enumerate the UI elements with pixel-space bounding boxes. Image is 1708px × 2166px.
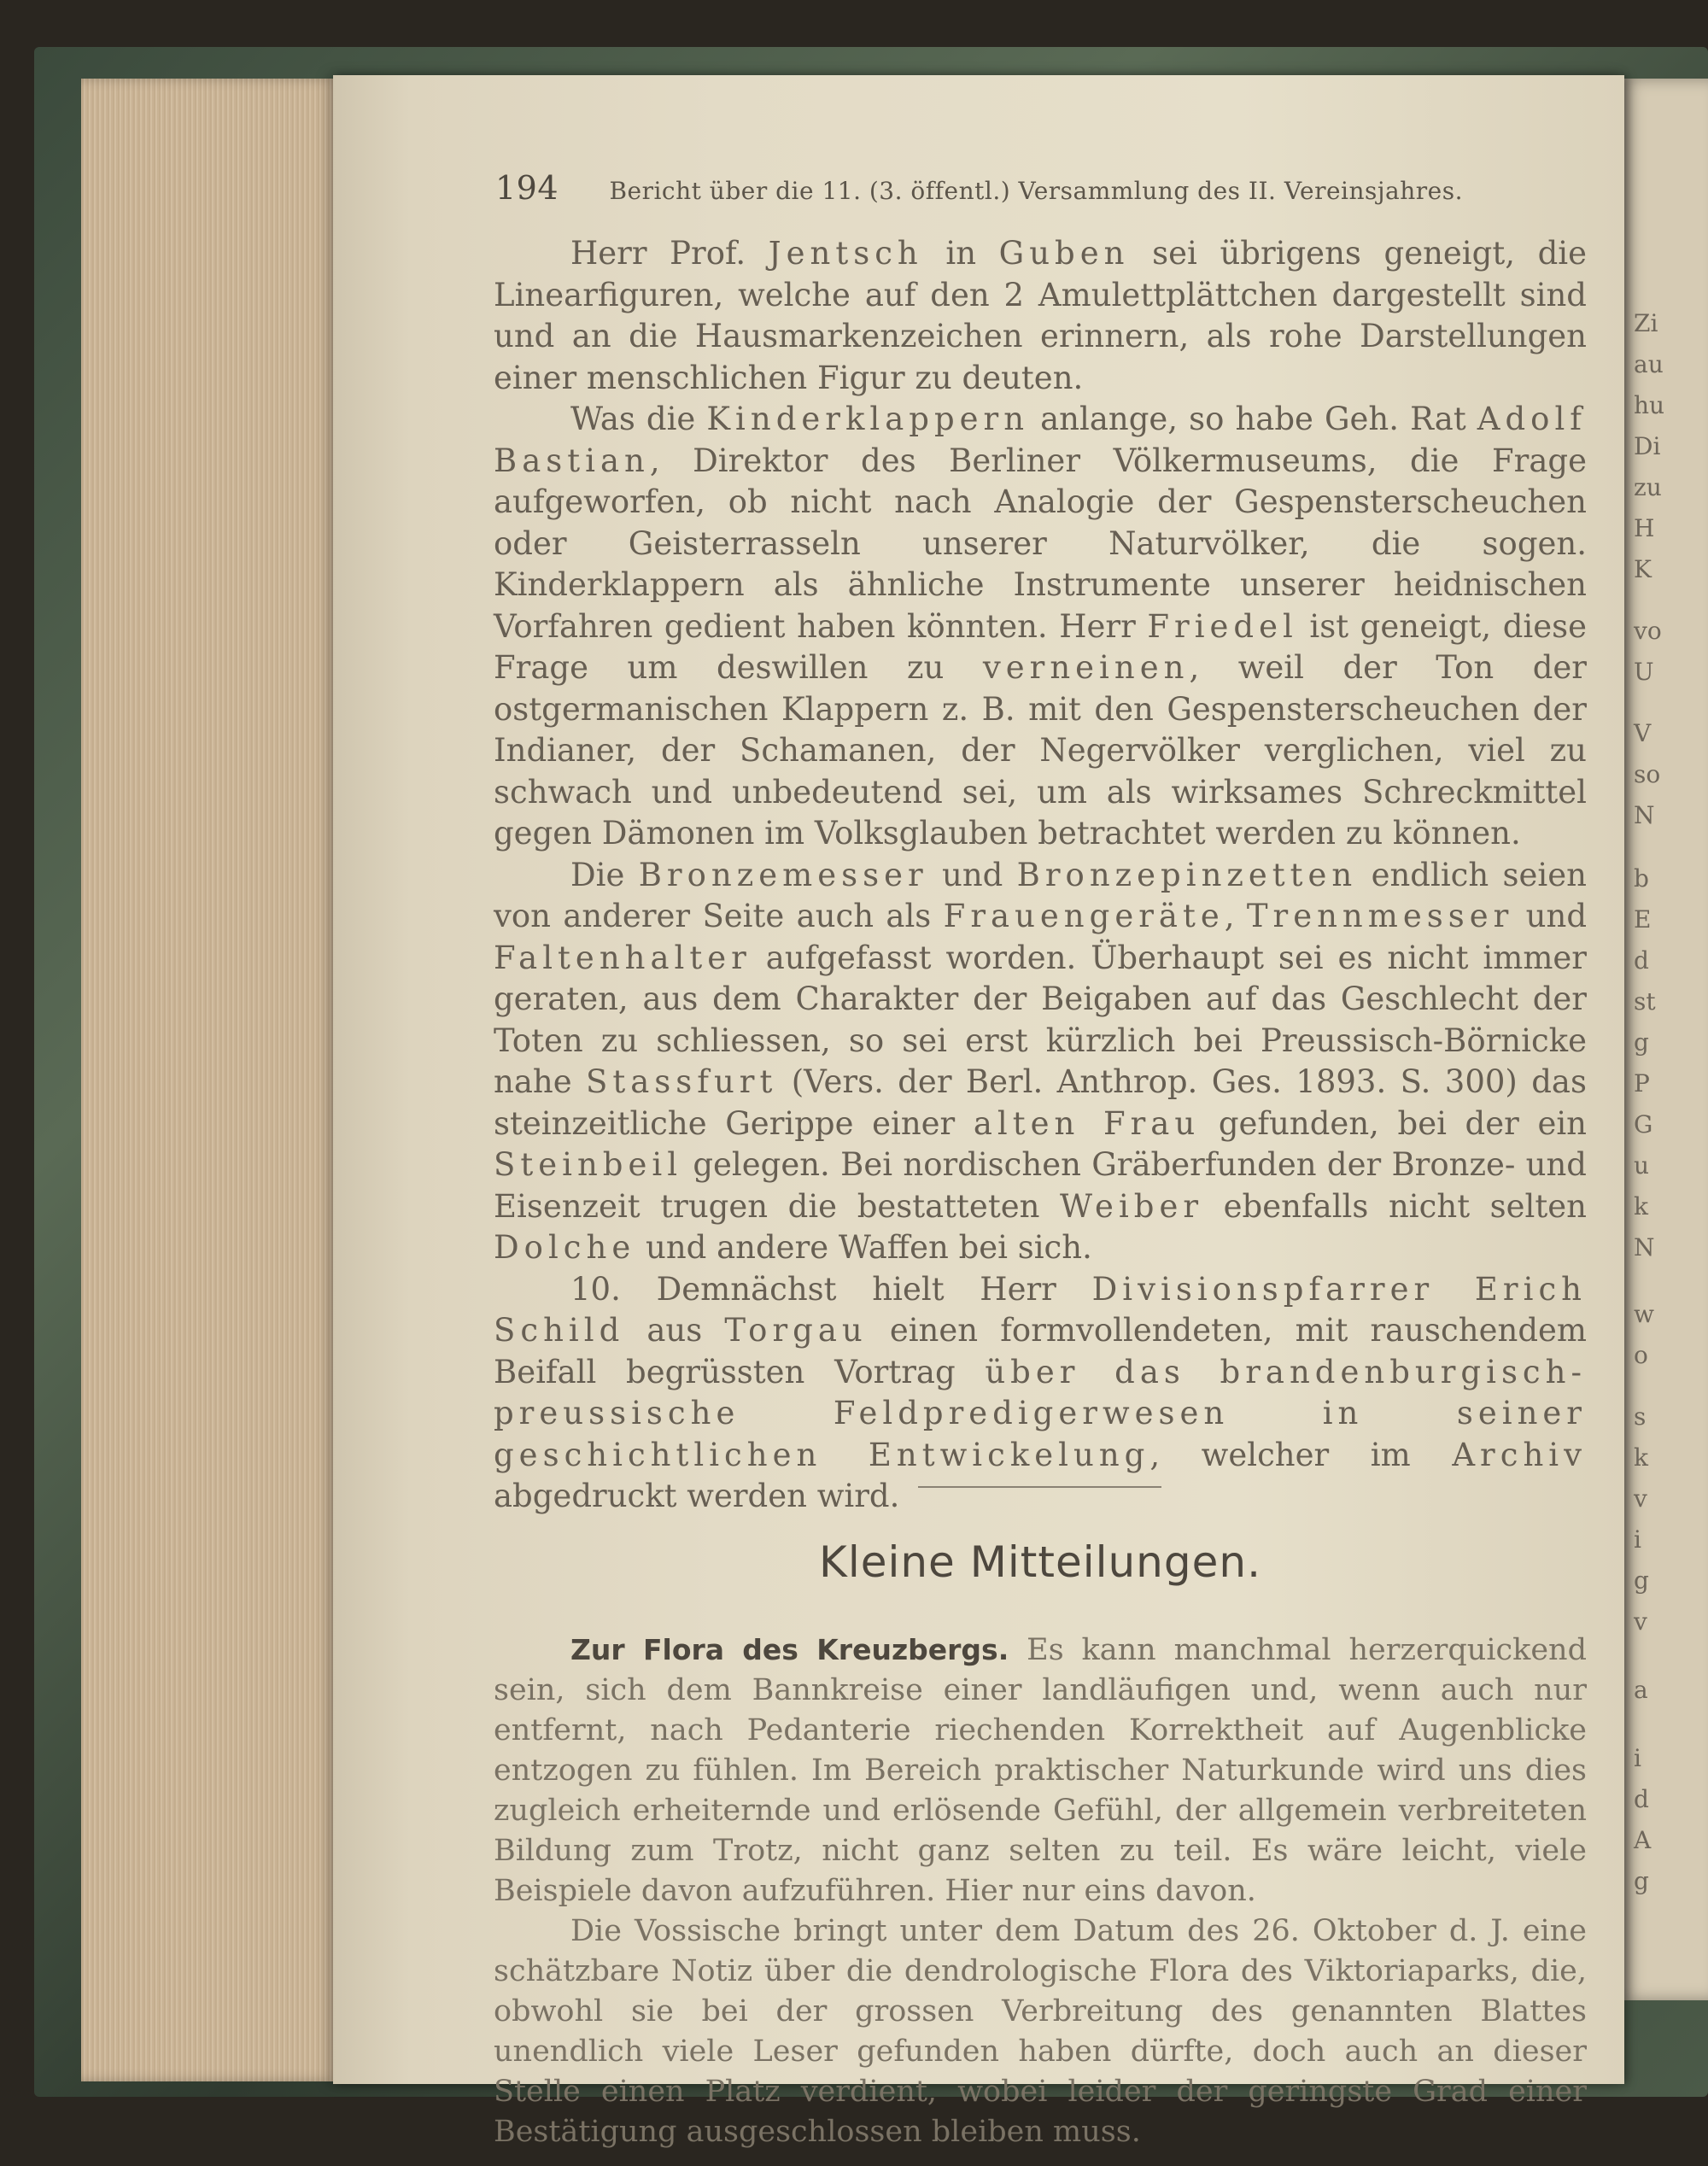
report-body <box>494 233 1587 1518</box>
facing-page-text: g <box>1634 1028 1649 1057</box>
spaced-term: Weiber <box>1060 1187 1204 1225</box>
article-title: Zur Flora des Kreuzbergs. <box>570 1633 1009 1666</box>
spaced-term: Bronzemesser <box>638 856 928 893</box>
facing-page-text: d <box>1634 946 1649 975</box>
paragraph: 10. Demnächst hielt Herr Divisionspfarrer Erich Schild aus Torgau einen formvollendeten, mit rauschendem Beifall begrüssten Vortrag über das brandenburgisch-preussische Feldpredigerwesen in seiner geschichtlichen Entwickelung, welcher im Archiv abgedruckt werden wird. <box>494 1270 1588 1514</box>
book-page <box>333 75 1624 2149</box>
facing-page-text: k <box>1634 1443 1648 1472</box>
spaced-term: Bronzepinzetten <box>1016 856 1358 893</box>
spaced-term: Archiv <box>1452 1436 1588 1473</box>
facing-page-text: P <box>1634 1069 1650 1098</box>
facing-page-text: V <box>1634 719 1652 747</box>
paragraph: Zur Flora des Kreuzbergs. Es kann manchmal herzerquickend sein, sich dem Bannkreise einer landläufigen und, wenn auch nur entfernt, nach Pedanterie riechenden Korrektheit auf Augenblicke entzogen zu fühlen. Im Bereich praktischer Naturkunde wird uns dies zugleich erheiternde und erlösende Gefühl, der allgemein verbreiteten Bildung zum Trotz, nicht ganz selten zu teil. Es wäre leicht, viele Beispiele davon aufzuführen. Hier nur eins davon. <box>494 1633 1587 1908</box>
facing-page-text: Zi <box>1634 309 1658 337</box>
facing-page-text: u <box>1634 1151 1650 1180</box>
page-edges <box>81 79 354 2081</box>
spaced-term: Faltenhalter <box>494 939 752 976</box>
facing-page-text: a <box>1634 1676 1648 1704</box>
spaced-place: Stassfurt <box>586 1063 778 1100</box>
facing-page-text: k <box>1634 1192 1648 1221</box>
spaced-place: Guben <box>998 235 1130 272</box>
spaced-name: Divisionspfarrer Erich Schild <box>494 1270 1587 1349</box>
facing-page-text: U <box>1634 658 1654 686</box>
section-heading: Kleine Mitteilungen. <box>819 1537 1261 1587</box>
spaced-name: Adolf Bastian <box>494 401 1587 479</box>
facing-page-text: G <box>1634 1110 1653 1139</box>
facing-page-text: E <box>1634 905 1652 934</box>
spaced-term: verneinen <box>982 649 1190 686</box>
facing-page-text: N <box>1634 801 1655 829</box>
spaced-term: Steinbeil <box>494 1146 683 1183</box>
facing-page-text: v <box>1634 1607 1647 1636</box>
spaced-place: Torgau <box>724 1312 868 1349</box>
facing-page-text: st <box>1634 987 1656 1016</box>
spaced-term: über das brandenburgisch-preussische Feldpredigerwesen in seiner geschichtlichen Entwickelung <box>494 1353 1587 1473</box>
facing-page-text: o <box>1634 1341 1648 1369</box>
spaced-name: Jentsch <box>768 235 923 272</box>
facing-page-text: A <box>1634 1826 1652 1854</box>
facing-page-text: zu <box>1634 473 1662 501</box>
facing-page-fragment <box>1618 79 1708 2000</box>
page-number: 194 <box>495 169 559 207</box>
spaced-term: Trennmesser <box>1246 898 1514 934</box>
facing-page-text: hu <box>1634 391 1665 419</box>
facing-page-text: vo <box>1634 617 1662 645</box>
facing-page-text: Di <box>1634 432 1661 460</box>
facing-page-text: g <box>1634 1867 1649 1895</box>
spaced-term: Kinderklappern <box>706 401 1030 437</box>
spaced-name: Friedel <box>1147 607 1298 645</box>
spaced-term: Dolche <box>494 1229 636 1266</box>
paragraph: Die Bronzemesser und Bronzepinzetten endlich seien von anderer Seite auch als Frauengeräte, Trennmesser und Faltenhalter aufgefasst worden. Überhaupt sei es nicht immer geraten, aus dem Charakter der Beigaben auf das Geschlecht der Toten zu schliessen, so sei erst kürzlich bei Preussisch-Börnicke nahe Stassfurt (Vers. der Berl. Anthrop. Ges. 1893. S. 300) das steinzeitliche Gerippe einer alten Frau gefunden, bei der ein Steinbeil gelegen. Bei nordischen Gräberfunden der Bronze- und Eisenzeit trugen die bestatteten Weiber ebenfalls nicht selten Dolche und andere Waffen bei sich. <box>494 856 1588 1266</box>
facing-page-text: N <box>1634 1233 1655 1262</box>
facing-page-text: au <box>1634 350 1664 378</box>
paragraph: Herr Prof. Jentsch in Guben sei übrigens geneigt, die Linearfiguren, welche auf den 2 Amulettplättchen dargestellt sind und an die Hausmarkenzeichen erinnern, als rohe Darstellungen einer menschlichen Figur zu deuten. <box>494 235 1587 396</box>
paragraph: Was die Kinderklappern anlange, so habe Geh. Rat Adolf Bastian, Direktor des Berliner Völkermuseums, die Frage aufgeworfen, ob nicht nach Analogie der Gespensterscheuchen oder Geisterrasseln unserer Naturvölker, die sogen. Kinderklappern als ähnliche Instrumente unserer heidnischen Vorfahren gedient haben könnten. Herr Friedel ist geneigt, diese Frage um deswillen zu verneinen, weil der Ton der ostgermanischen Klappern z. B. mit den Gespensterscheuchen der Indianer, der Schamanen, der Negervölker verglichen, viel zu schwach und unbedeutend sei, um als wirksames Schreckmittel gegen Dämonen im Volksglauben betrachtet werden zu können. <box>494 401 1587 852</box>
facing-page-text: d <box>1634 1785 1649 1813</box>
paragraph: Die Vossische bringt unter dem Datum des 26. Oktober d. J. eine schätzbare Notiz über die dendrologische Flora des Viktoriaparks, die, obwohl sie bei der grossen Verbreitung des genannten Blattes unendlich viele Leser gefunden haben dürfte, doch auch an dieser Stelle einen Platz verdient, wobei leider der geringste Grad einer Bestätigung ausgeschlossen bleiben muss. <box>494 1914 1587 2149</box>
section-body <box>494 1630 1587 2152</box>
facing-page-text: v <box>1634 1484 1647 1513</box>
facing-page-text: w <box>1634 1300 1654 1328</box>
facing-page-text: i <box>1634 1525 1641 1554</box>
section-divider <box>918 1486 1161 1488</box>
facing-page-text: so <box>1634 760 1661 788</box>
running-head <box>495 169 1606 207</box>
facing-page-text: H <box>1634 514 1655 542</box>
facing-page-text: K <box>1634 555 1652 583</box>
running-head-text: Bericht über die 11. (3. öffentl.) Versammlung des II. Vereinsjahres. <box>609 177 1464 205</box>
facing-page-text: b <box>1634 864 1649 893</box>
facing-page-text: s <box>1634 1402 1647 1431</box>
facing-page-text: i <box>1634 1744 1641 1772</box>
facing-page-text: g <box>1634 1566 1649 1595</box>
spaced-term: alten Frau <box>973 1104 1201 1142</box>
spaced-term: Frauengeräte <box>943 898 1225 934</box>
